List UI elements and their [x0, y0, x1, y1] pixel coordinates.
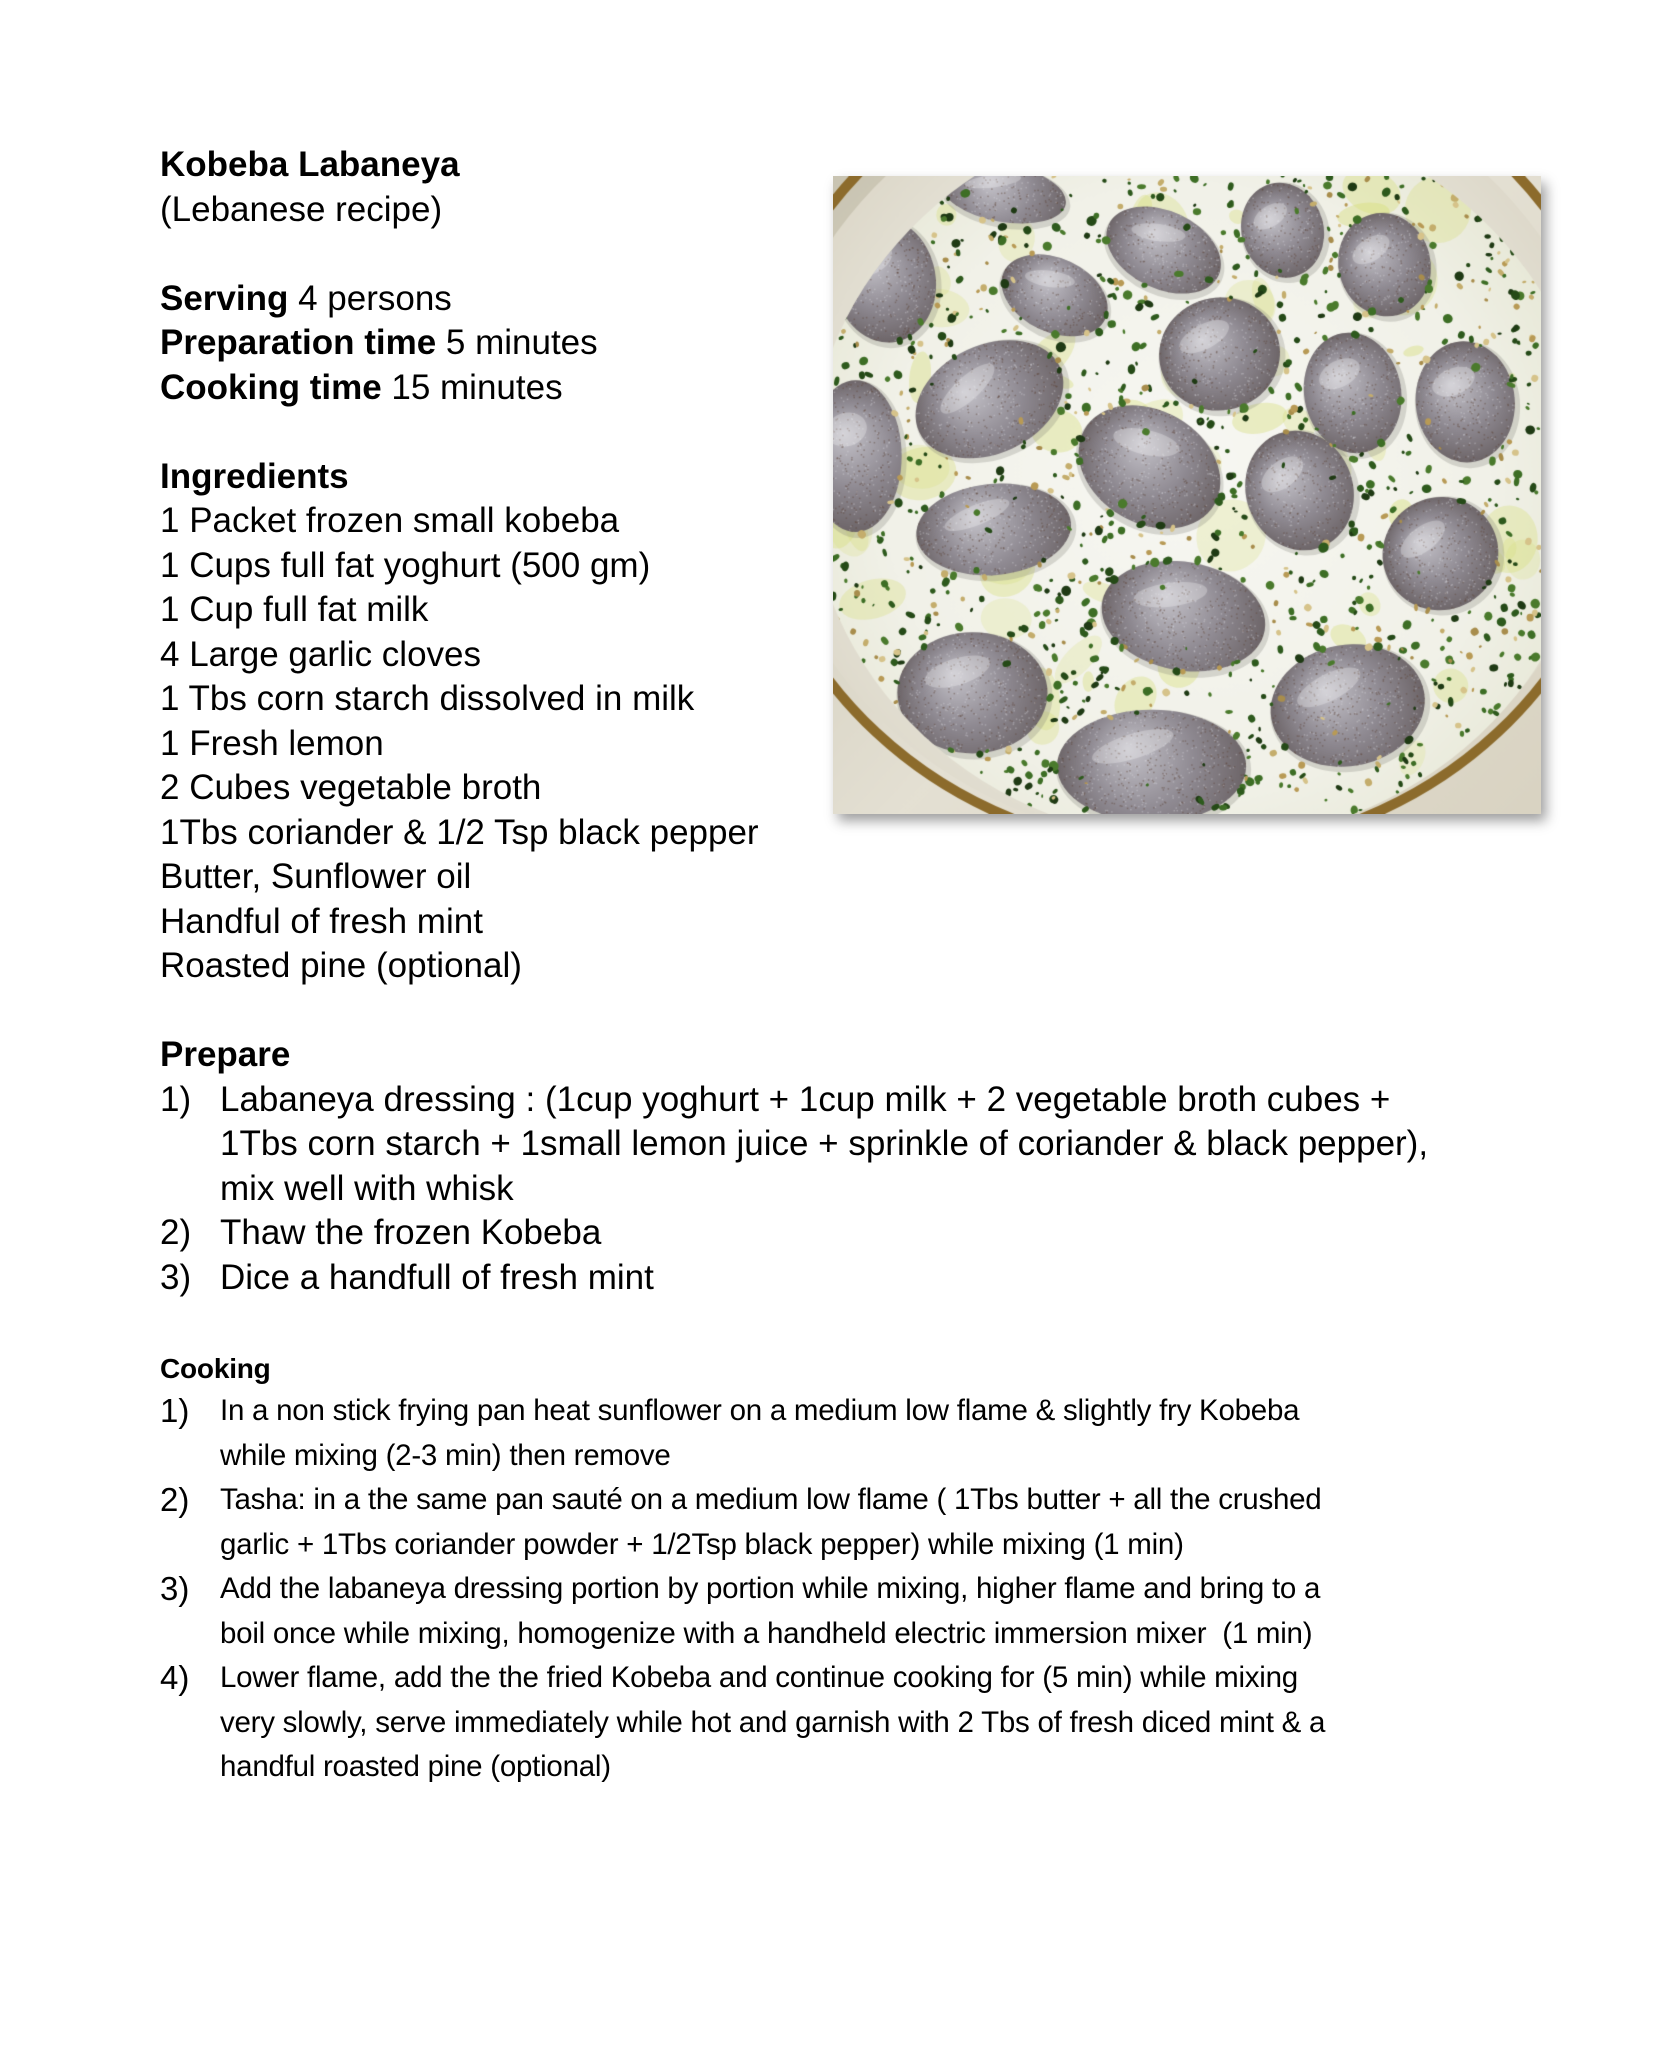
ingredient-text: Handful of fresh mint	[160, 901, 483, 941]
step-text: Thaw the frozen Kobeba	[220, 1213, 602, 1252]
cooking-heading-line	[160, 1345, 1500, 1390]
step-text: while mixing (2-3 min) then remove	[220, 1438, 671, 1472]
step-number: 1)	[160, 1392, 190, 1429]
ingredient-text: 1 Cup full fat milk	[160, 590, 429, 629]
cooking-step-line	[160, 1656, 1500, 1701]
cooking-step	[160, 1656, 1500, 1790]
spacer	[160, 1300, 1500, 1345]
recipe-subtitle: (Lebanese recipe)	[160, 189, 443, 229]
prepare-heading: Prepare	[160, 1035, 291, 1074]
step-text: Lower flame, add the the fried Kobeba and continue cooking for (5 min) while mixing	[220, 1661, 1298, 1694]
ingredient-item	[160, 855, 1500, 900]
ingredient-text: 1 Fresh lemon	[160, 723, 384, 763]
cooking-step	[160, 1389, 1500, 1478]
ingredient-text: Roasted pine (optional)	[160, 946, 522, 985]
step-text: handful roasted pine (optional)	[220, 1750, 611, 1783]
ingredient-item	[160, 811, 1500, 856]
ingredient-text: 1 Cups full fat yoghurt (500 gm)	[160, 545, 651, 585]
prepare-step	[160, 1256, 1500, 1301]
step-text: In a non stick frying pan heat sunflower on a medium low flame & slightly fry Kobeba	[220, 1394, 1300, 1427]
spacer	[160, 989, 1500, 1034]
recipe-photo	[833, 176, 1541, 814]
cooking-step-line	[160, 1612, 1500, 1657]
cooking-step-line	[160, 1701, 1500, 1746]
step-text: boil once while mixing, homogenize with a handheld electric immersion mixer (1 min)	[220, 1616, 1313, 1650]
step-number: 4)	[160, 1659, 190, 1696]
step-number: 3)	[160, 1257, 192, 1297]
step-text: Tasha: in a the same pan sauté on a medium low flame ( 1Tbs butter + all the crushed	[220, 1483, 1322, 1516]
preparation-time-value: 5 minutes	[445, 323, 598, 362]
prepare-step	[160, 1078, 1500, 1212]
prepare-step-line	[160, 1256, 1500, 1301]
cooking-step-line	[160, 1389, 1500, 1434]
cooking-step	[160, 1478, 1500, 1567]
step-text: Dice a handfull of fresh mint	[220, 1257, 654, 1297]
ingredient-text: 2 Cubes vegetable broth	[160, 768, 542, 807]
prepare-heading-line	[160, 1033, 1500, 1078]
cooking-step-line	[160, 1434, 1500, 1479]
cooking-time-label: Cooking time	[160, 367, 382, 407]
cooking-step	[160, 1567, 1500, 1656]
prepare-step-line	[160, 1078, 1500, 1123]
step-text: 1Tbs corn starch + 1small lemon juice + sprinkle of coriander & black pepper),	[220, 1124, 1429, 1163]
step-number: 3)	[160, 1570, 190, 1607]
step-number: 1)	[160, 1079, 192, 1119]
ingredient-text: 1 Packet frozen small kobeba	[160, 501, 620, 540]
prepare-step-line	[160, 1211, 1500, 1256]
ingredient-item	[160, 900, 1500, 945]
step-text: Labaneya dressing : (1cup yoghurt + 1cup milk + 2 vegetable broth cubes +	[220, 1079, 1391, 1119]
ingredient-item	[160, 944, 1500, 989]
cooking-step-line	[160, 1567, 1500, 1612]
step-text: garlic + 1Tbs coriander powder + 1/2Tsp black pepper) while mixing (1 min)	[220, 1527, 1184, 1561]
cooking-step-line	[160, 1478, 1500, 1523]
preparation-time-label: Preparation time	[160, 323, 437, 362]
cooking-heading: Cooking	[160, 1352, 271, 1384]
recipe-title: Kobeba Labaneya	[160, 145, 460, 184]
step-text: mix well with whisk	[220, 1168, 514, 1208]
prepare-step-line	[160, 1122, 1500, 1167]
step-number: 2)	[160, 1213, 192, 1252]
step-text: Add the labaneya dressing portion by portion while mixing, higher flame and bring to a	[220, 1572, 1321, 1605]
prepare-step	[160, 1211, 1500, 1256]
ingredient-text: 1 Tbs corn starch dissolved in milk	[160, 679, 695, 718]
prepare-step-line	[160, 1167, 1500, 1212]
serving-label: Serving	[160, 278, 289, 318]
ingredients-heading: Ingredients	[160, 456, 349, 496]
ingredient-text: 4 Large garlic cloves	[160, 634, 481, 674]
cooking-step-line	[160, 1523, 1500, 1568]
cooking-time-value: 15 minutes	[391, 367, 563, 407]
serving-value: 4 persons	[298, 278, 452, 318]
ingredient-text: 1Tbs coriander & 1/2 Tsp black pepper	[160, 812, 759, 852]
step-text: very slowly, serve immediately while hot and garnish with 2 Tbs of fresh diced mint & a	[220, 1705, 1326, 1739]
kobeba-dish-photo	[833, 176, 1541, 814]
step-number: 2)	[160, 1481, 190, 1518]
cooking-step-line	[160, 1745, 1500, 1790]
ingredient-text: Butter, Sunflower oil	[160, 857, 472, 896]
